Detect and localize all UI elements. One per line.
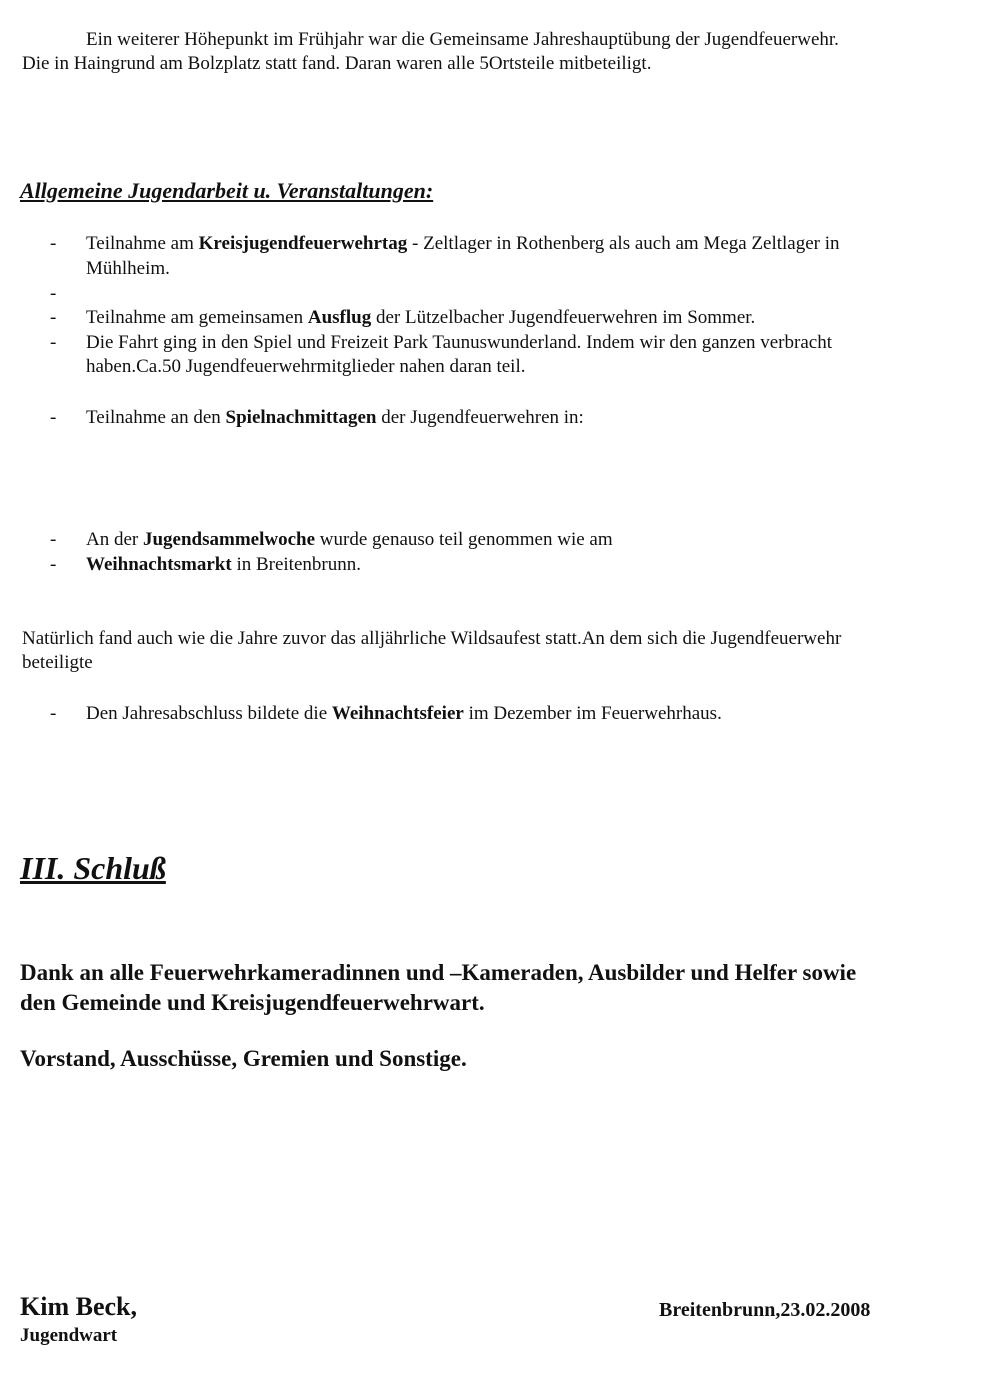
item-text: wurde genauso teil genommen wie am [315,529,613,550]
item-bold-text: Weihnachtsmarkt [86,554,232,575]
bullet-marker: - [50,307,57,328]
item-text: Teilnahme am gemeinsamen [86,307,308,328]
list-item-weihnachtsfeier [86,702,722,726]
list-item-continuation: haben.Ca.50 Jugendfeuerwehrmitglieder nahen daran teil. [86,356,526,377]
signature-role: Jugendwart [20,1325,118,1346]
bullet-marker: - [50,554,57,575]
wildsau-line-1: Natürlich fand auch wie die Jahre zuvor das alljährliche Wildsaufest statt.An dem sich die Jugendfeuerwehr [22,628,842,649]
item-bold-text: Jugendsammelwoche [142,529,316,550]
bullet-marker: - [50,233,57,254]
section-heading: Allgemeine Jugendarbeit u. Veranstaltungen: [20,178,434,203]
bullet-marker: - [50,407,57,428]
thanks-line-2: den Gemeinde und Kreisjugendfeuerwehrwart. [20,990,485,1015]
bullet-marker: - [50,332,57,353]
item-bold-text: Weihnachtsfeier [331,703,464,724]
thanks-line-1: Dank an alle Feuerwehrkameradinnen und –Kameraden, Ausbilder und Helfer sowie [20,960,857,985]
place-date: Breitenbrunn,23.02.2008 [659,1299,871,1321]
bullet-marker: - [50,529,57,550]
item-bold-text: Spielnachmittagen [225,407,377,428]
wildsau-line-2: beteiligte [22,652,93,673]
bullet-marker: - [50,283,57,304]
item-text: - Zeltlager in Rothenberg als auch am Mega Zeltlager in [407,233,840,254]
list-item-continuation: Mühlheim. [86,258,170,279]
signature-name: Kim Beck, [20,1292,137,1321]
list-item-jugendsammelwoche [86,528,613,552]
schluss-heading: III. Schluß [20,850,166,886]
list-item-kreisjugendfeuerwehrtag [86,232,840,256]
thanks-line-3: Vorstand, Ausschüsse, Gremien und Sonstige. [20,1046,467,1071]
item-text: der Lützelbacher Jugendfeuerwehren im Sommer. [371,307,756,328]
intro-line-1: Ein weiterer Höhepunkt im Frühjahr war die Gemeinsame Jahreshauptübung der Jugendfeuerwehr. [86,29,839,50]
list-item-fahrt: Die Fahrt ging in den Spiel und Freizeit Park Taunuswunderland. Indem wir den ganzen verbracht [86,332,832,353]
item-text: in Breitenbrunn. [231,554,361,575]
list-item-weihnachtsmarkt [86,553,361,577]
list-item-ausflug [86,306,755,330]
item-text: Teilnahme an den [86,407,226,428]
item-text: Den Jahresabschluss bildete die [86,703,332,724]
item-text: im Dezember im Feuerwehrhaus. [463,703,722,724]
item-text: An der [86,529,143,550]
list-item-spielnachmittage [86,406,584,430]
item-text: der Jugendfeuerwehren in: [376,407,584,428]
intro-line-2: Die in Haingrund am Bolzplatz statt fand. Daran waren alle 5Ortsteile mitbeteiligt. [22,53,652,74]
item-bold-text: Ausflug [307,307,372,328]
bullet-marker: - [50,703,57,724]
item-text: Teilnahme am [86,233,199,254]
item-bold-text: Kreisjugendfeuerwehrtag [198,233,408,254]
